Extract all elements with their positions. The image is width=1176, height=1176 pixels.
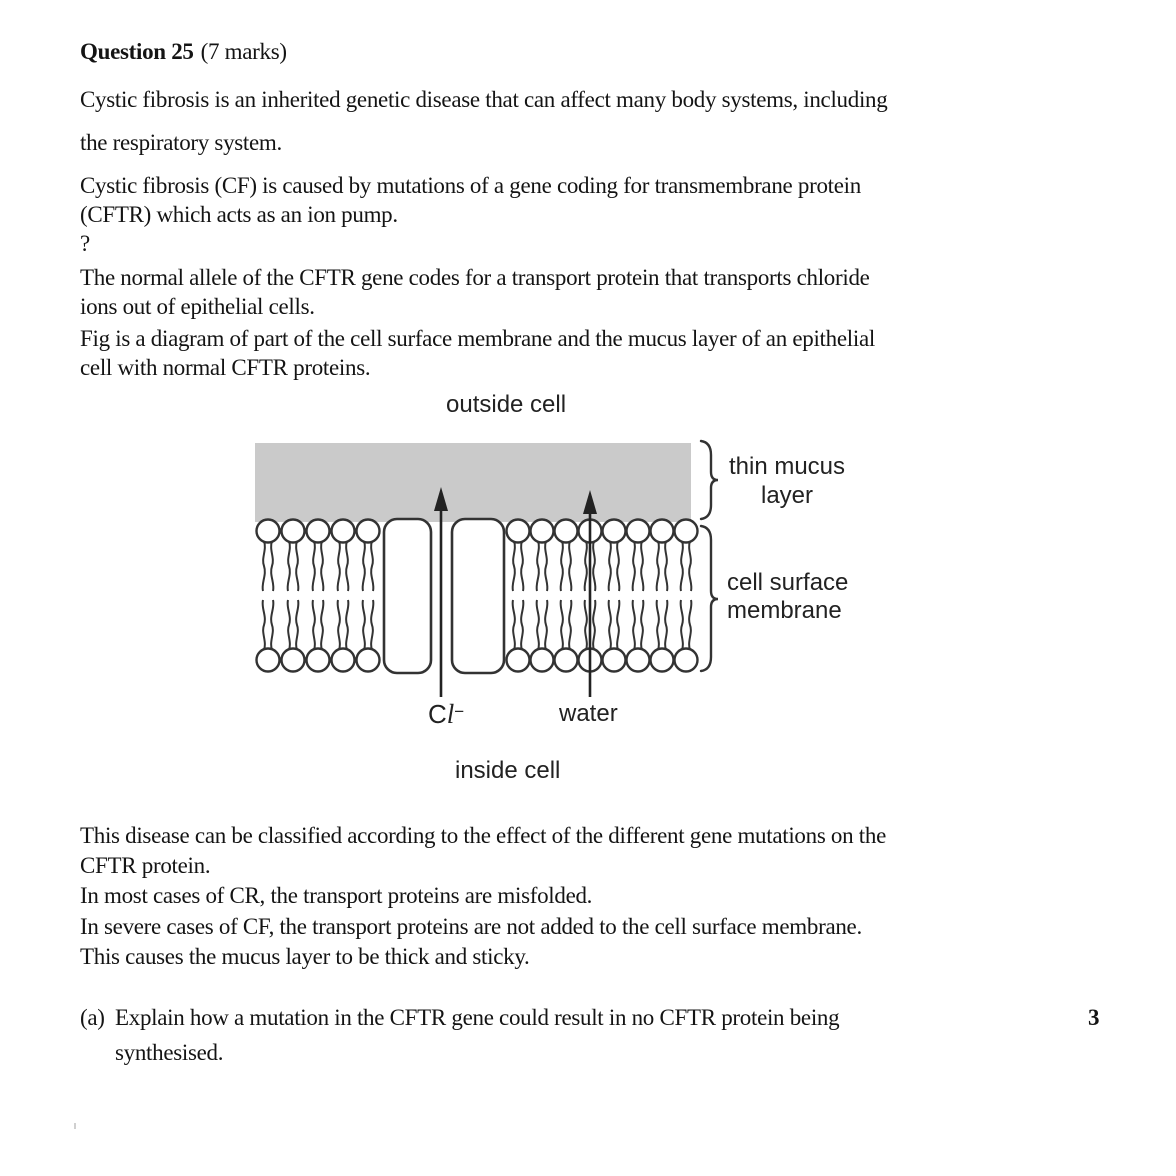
part-a-question-line1: Explain how a mutation in the CFTR gene could result in no CFTR protein being bbox=[115, 1005, 840, 1030]
body-line: CFTR protein. bbox=[80, 853, 211, 878]
mucus-layer bbox=[255, 443, 691, 522]
chloride-symbol-italic-l: l bbox=[446, 699, 455, 729]
mucus-layer-label-line2: layer bbox=[760, 482, 814, 509]
part-a-marks: 3 bbox=[1088, 1005, 1100, 1030]
chloride-symbol: C bbox=[428, 699, 447, 729]
cftr-channel-right bbox=[452, 519, 504, 673]
intro-line: ? bbox=[80, 231, 90, 256]
cftr-channel-proteins bbox=[384, 519, 504, 673]
inside-cell-label: inside cell bbox=[455, 757, 561, 784]
body-line: In most cases of CR, the transport proteins are misfolded. bbox=[80, 883, 593, 908]
membrane-label-line1: cell surface bbox=[727, 569, 849, 596]
intro-line: Cystic fibrosis (CF) is caused by mutations of a gene coding for transmembrane protein bbox=[80, 173, 861, 198]
chloride-ion-label bbox=[428, 698, 464, 730]
question-number: Question 25 bbox=[80, 39, 194, 64]
part-a-label: (a) bbox=[80, 1005, 105, 1030]
body-line: In severe cases of CF, the transport proteins are not added to the cell surface membrane. bbox=[80, 914, 862, 939]
mucus-layer-label-line1: thin mucus bbox=[728, 453, 846, 480]
intro-line: The normal allele of the CFTR gene codes for a transport protein that transports chloride bbox=[80, 265, 870, 290]
scan-artifact bbox=[74, 1123, 76, 1129]
intro-line: ions out of epithelial cells. bbox=[80, 294, 315, 319]
body-line: This causes the mucus layer to be thick and sticky. bbox=[80, 944, 530, 969]
intro-line: Fig is a diagram of part of the cell surface membrane and the mucus layer of an epithelial bbox=[80, 326, 875, 351]
outside-cell-label: outside cell bbox=[446, 391, 567, 418]
mucus-layer-label bbox=[722, 452, 852, 510]
cftr-channel-left bbox=[384, 519, 431, 673]
part-a-question-line2: synthesised. bbox=[115, 1040, 224, 1065]
membrane-brace bbox=[701, 526, 718, 671]
body-line: This disease can be classified according to the effect of the different gene mutations on the bbox=[80, 823, 886, 848]
intro-line: Cystic fibrosis is an inherited genetic disease that can affect many body systems, including bbox=[80, 87, 888, 112]
mucus-brace bbox=[701, 441, 718, 519]
intro-line: (CFTR) which acts as an ion pump. bbox=[80, 202, 398, 227]
membrane-label-line2: membrane bbox=[727, 597, 842, 624]
chloride-charge: − bbox=[454, 702, 465, 721]
water-label: water bbox=[559, 700, 618, 727]
intro-line: the respiratory system. bbox=[80, 130, 282, 155]
cell-surface-membrane-label bbox=[727, 569, 848, 625]
question-marks: (7 marks) bbox=[200, 39, 287, 64]
intro-line: cell with normal CFTR proteins. bbox=[80, 355, 371, 380]
